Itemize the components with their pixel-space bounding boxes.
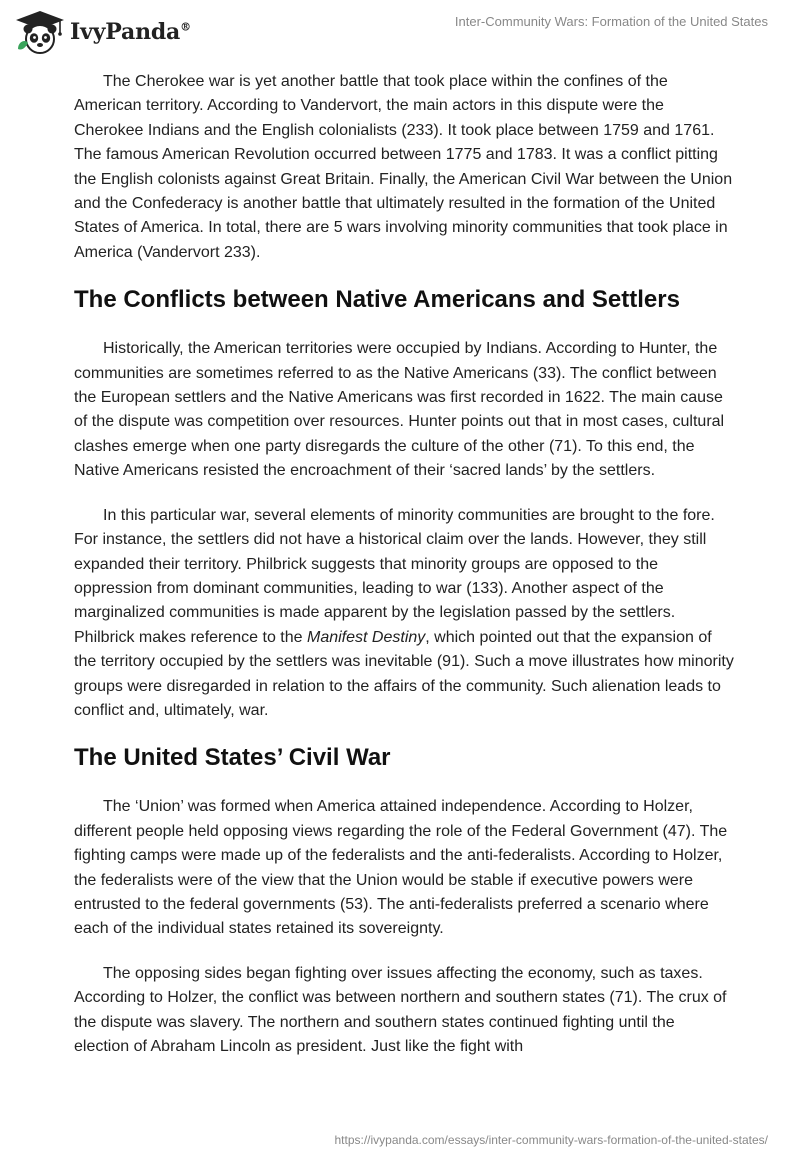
paragraph-cherokee-war: The Cherokee war is yet another battle that took place within the confines of the American territory. According to Vandervort, the main actors in this dispute were the Cherokee Indians and the English colonialists (233). It took place between 1759 and 1761. The famous American Revolution occurred between 1775 and 1783. It was a conflict pitting the English colonists against Great Britain. Finally, the American Civil War between the Union and the Confederacy is another battle that ultimately resulted in the formation of the United States of America. In total, there are 5 wars involving minority communities that took place in America (Vandervort 233). <box>74 73 733 261</box>
source-url[interactable]: https://ivypanda.com/essays/inter-community-wars-formation-of-the-united-states/ <box>334 1133 768 1147</box>
paragraph-opposing-sides: The opposing sides began fighting over issues affecting the economy, such as taxes. According to Holzer, the conflict was between northern and southern states (71). The crux of the dispute was slavery. The northern and southern states continued fighting until the election of Abraham Lincoln as president. Just like the fight with <box>74 964 727 1055</box>
document-title: Inter-Community Wars: Formation of the United States <box>454 14 768 29</box>
paragraph-minority-elements: In this particular war, several elements of minority communities are brought to the fore. For instance, the settlers did not have a historical claim over the lands. However, they still expanded their territory. Philbrick suggests that minority groups are opposed to the oppression from dominant communities, leading to war (133). Another aspect of the marginalized communities is made apparent by the legislation passed by the settlers. Philbrick makes reference to the Manifest Destiny, which pointed out that the expansion of the territory occupied by the settlers was inevitable (91). Such a move illustrates how minority groups were disregarded in relation to the affairs of the community. Such alienation leads to conflict and, ultimately, war. <box>74 506 734 719</box>
page-header <box>0 0 800 60</box>
paragraph-union-formation: The ‘Union’ was formed when America attained independence. According to Holzer, different people held opposing views regarding the role of the Federal Government (47). The fighting camps were made up of the federalists and the anti-federalists. According to Holzer, the federalists were of the view that the Union would be stable if executive powers were entrusted to the federal governments (53). The anti-federalists preferred a scenario where each of the individual states retained its sovereignty. <box>74 798 728 938</box>
section-heading-native-americans: The Conflicts between Native Americans and Settlers <box>74 286 680 314</box>
paragraph-historical-occupation: Historically, the American territories were occupied by Indians. According to Hunter, the communities are sometimes referred to as the Native Americans (33). The conflict between the European settlers and the Native Americans was first recorded in 1622. The main cause of the dispute was competition over resources. Hunter points out that in most cases, cultural clashes emerge when one party disregards the culture of the other (71). To this end, the Native Americans resisted the encroachment of their ‘sacred lands’ by the settlers. <box>74 340 725 480</box>
section-heading-civil-war: The United States’ Civil War <box>74 744 391 772</box>
manifest-destiny-term: Manifest Destiny <box>307 628 426 646</box>
ivypanda-logo[interactable] <box>14 8 191 56</box>
panda-graduate-icon <box>14 9 66 55</box>
essay-body <box>74 70 734 1079</box>
logo-text: IvyPanda® <box>70 19 191 45</box>
